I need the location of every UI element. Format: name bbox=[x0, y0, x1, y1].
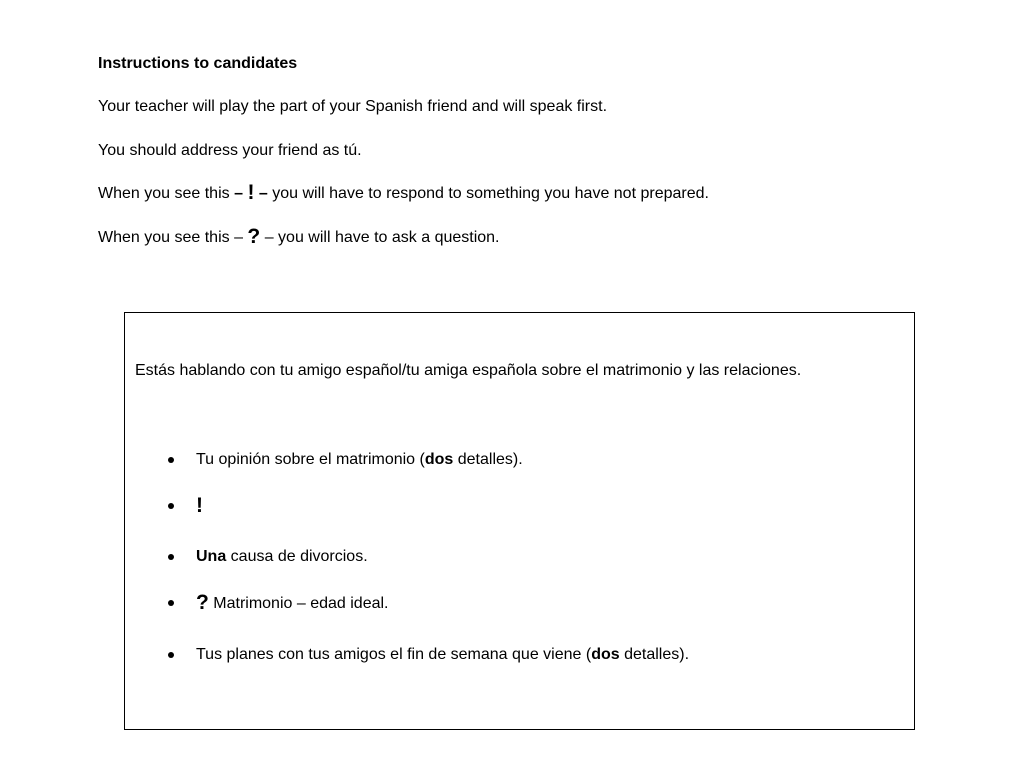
instruction-line-address-tu: You should address your friend as tú. bbox=[98, 142, 362, 159]
task-text bbox=[196, 593, 388, 614]
task-text-part: detalles). bbox=[619, 646, 690, 663]
role-card bbox=[124, 312, 915, 730]
dash: – bbox=[258, 185, 268, 202]
instruction-text: you will have to respond to something you have not prepared. bbox=[267, 185, 709, 202]
instruction-text: – you will have to ask a question. bbox=[260, 229, 500, 246]
task-text bbox=[196, 450, 523, 470]
task-text bbox=[196, 547, 368, 567]
bullet-icon bbox=[168, 457, 174, 463]
instruction-line-question bbox=[98, 227, 500, 248]
task-text-part: Tu opinión sobre el matrimonio ( bbox=[196, 451, 425, 468]
task-text-part: detalles). bbox=[453, 451, 523, 468]
task-emphasis: Una bbox=[196, 548, 227, 565]
instruction-line-teacher-role: Your teacher will play the part of your Spanish friend and will speak first. bbox=[98, 98, 608, 115]
dash: – bbox=[234, 185, 243, 202]
instructions-heading: Instructions to candidates bbox=[98, 55, 298, 72]
exclamation-symbol: ! bbox=[196, 494, 203, 517]
task-list bbox=[125, 313, 914, 729]
scenario-text: Estás hablando con tu amigo español/tu amiga española sobre el matrimonio y las relaciones. bbox=[135, 362, 802, 379]
task-text bbox=[196, 496, 203, 517]
instruction-text: When you see this bbox=[98, 185, 235, 202]
task-text-part: Matrimonio – edad ideal. bbox=[208, 595, 389, 612]
task-emphasis: dos bbox=[591, 646, 620, 663]
task-text-part: Tus planes con tus amigos el fin de semana que viene ( bbox=[196, 646, 592, 663]
question-symbol: ? bbox=[247, 225, 261, 248]
bullet-icon bbox=[168, 503, 174, 509]
question-symbol: ? bbox=[196, 591, 209, 614]
bullet-icon bbox=[168, 554, 174, 560]
instruction-text: When you see this – bbox=[98, 229, 248, 246]
task-emphasis: dos bbox=[424, 451, 454, 468]
instruction-line-unprepared bbox=[98, 183, 709, 204]
task-text-part: causa de divorcios. bbox=[226, 548, 368, 565]
bullet-icon bbox=[168, 652, 174, 658]
bullet-icon bbox=[168, 600, 174, 606]
task-text bbox=[196, 645, 689, 665]
exclamation-symbol: ! bbox=[247, 181, 255, 204]
